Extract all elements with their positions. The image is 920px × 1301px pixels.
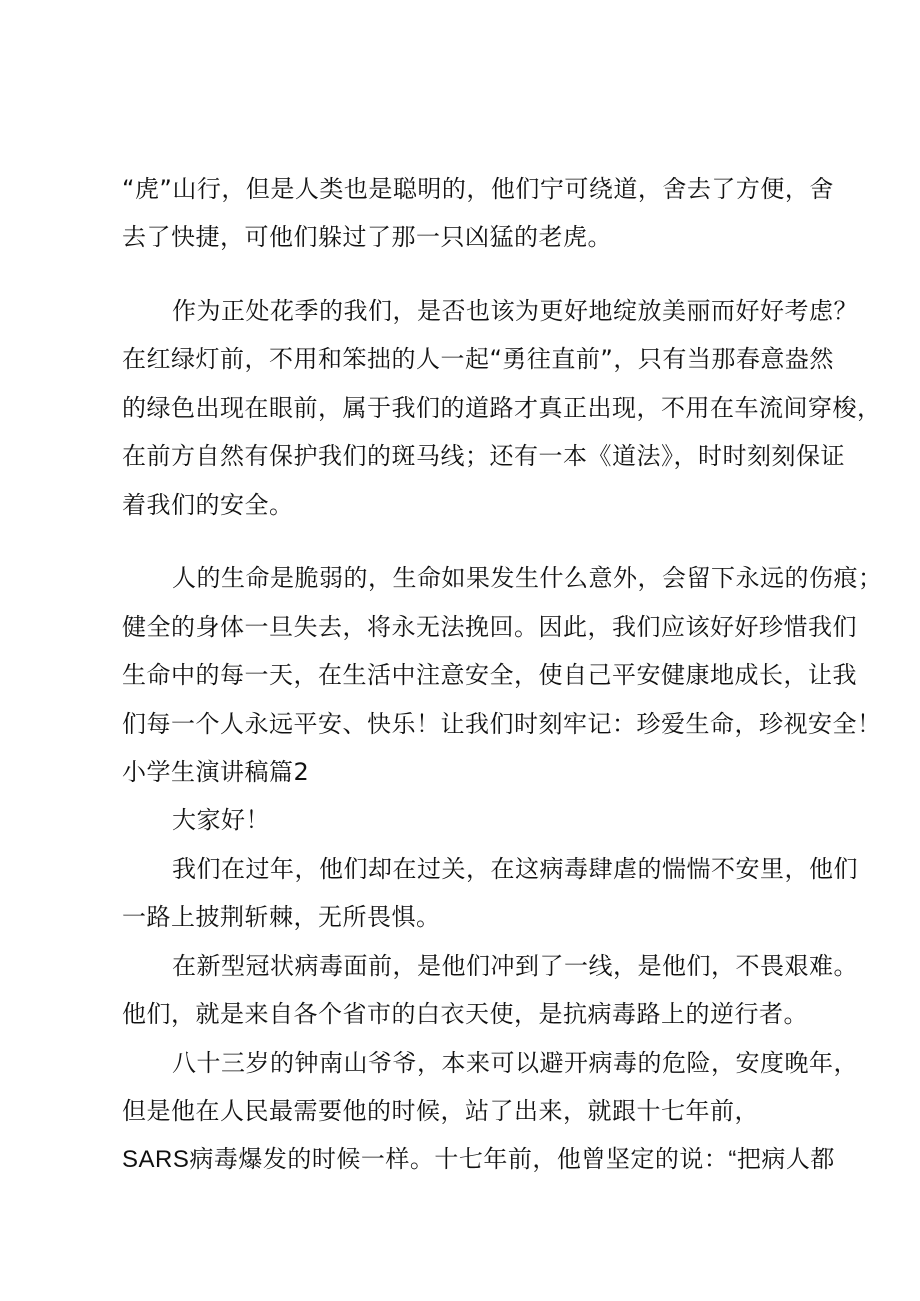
- text-line-6: 在前方自然有保护我们的斑马线；还有一本《道法》，时时刻刻保证: [122, 442, 845, 470]
- text-line-8: 人的生命是脆弱的，生命如果发生什么意外，会留下永远的伤痕；: [172, 564, 883, 592]
- text-line-10: 生命中的每一天，在生活中注意安全，使自己平安健康地成长，让我: [122, 661, 857, 689]
- text-line-5: 的绿色出现在眼前，属于我们的道路才真正出现，不用在车流间穿梭，: [122, 394, 882, 422]
- text-line-7: 着我们的安全。: [122, 491, 294, 519]
- text-line-17: 他们，就是来自各个省市的白衣天使，是抗病毒路上的逆行者。: [122, 1000, 808, 1028]
- text-line-18: 八十三岁的钟南山爷爷，本来可以避开病毒的危险，安度晚年，: [172, 1049, 858, 1077]
- text-line-19: 但是他在人民最需要他的时候，站了出来，就跟十七年前，: [122, 1097, 759, 1125]
- text-line-3: 作为正处花季的我们，是否也该为更好地绽放美丽而好好考虑？: [172, 297, 858, 325]
- section-heading: 小学生演讲稿篇2: [122, 758, 310, 786]
- text-line-20: SARS病毒爆发的时候一样。十七年前，他曾坚定的说：“把病人都: [122, 1146, 835, 1173]
- text-line-1: “虎”山行，但是人类也是聪明的，他们宁可绕道，舍去了方便，舍: [122, 175, 834, 203]
- text-line-15: 一路上披荆斩棘，无所畏惧。: [122, 903, 441, 931]
- text-line-11: 们每一个人永远平安、快乐！让我们时刻牢记：珍爱生命，珍视安全！: [122, 710, 882, 738]
- text-line-14: 我们在过年，他们却在过关，在这病毒肆虐的惴惴不安里，他们: [172, 855, 858, 883]
- text-line-13: 大家好！: [172, 806, 270, 834]
- text-line-4: 在红绿灯前，不用和笨拙的人一起“勇往直前”，只有当那春意盎然: [122, 345, 834, 373]
- text-line-2: 去了快捷，可他们躲过了那一只凶猛的老虎。: [122, 223, 612, 251]
- text-line-9: 健全的身体一旦失去，将永无法挽回。因此，我们应该好好珍惜我们: [122, 613, 857, 641]
- text-line-16: 在新型冠状病毒面前，是他们冲到了一线，是他们，不畏艰难。: [172, 952, 858, 980]
